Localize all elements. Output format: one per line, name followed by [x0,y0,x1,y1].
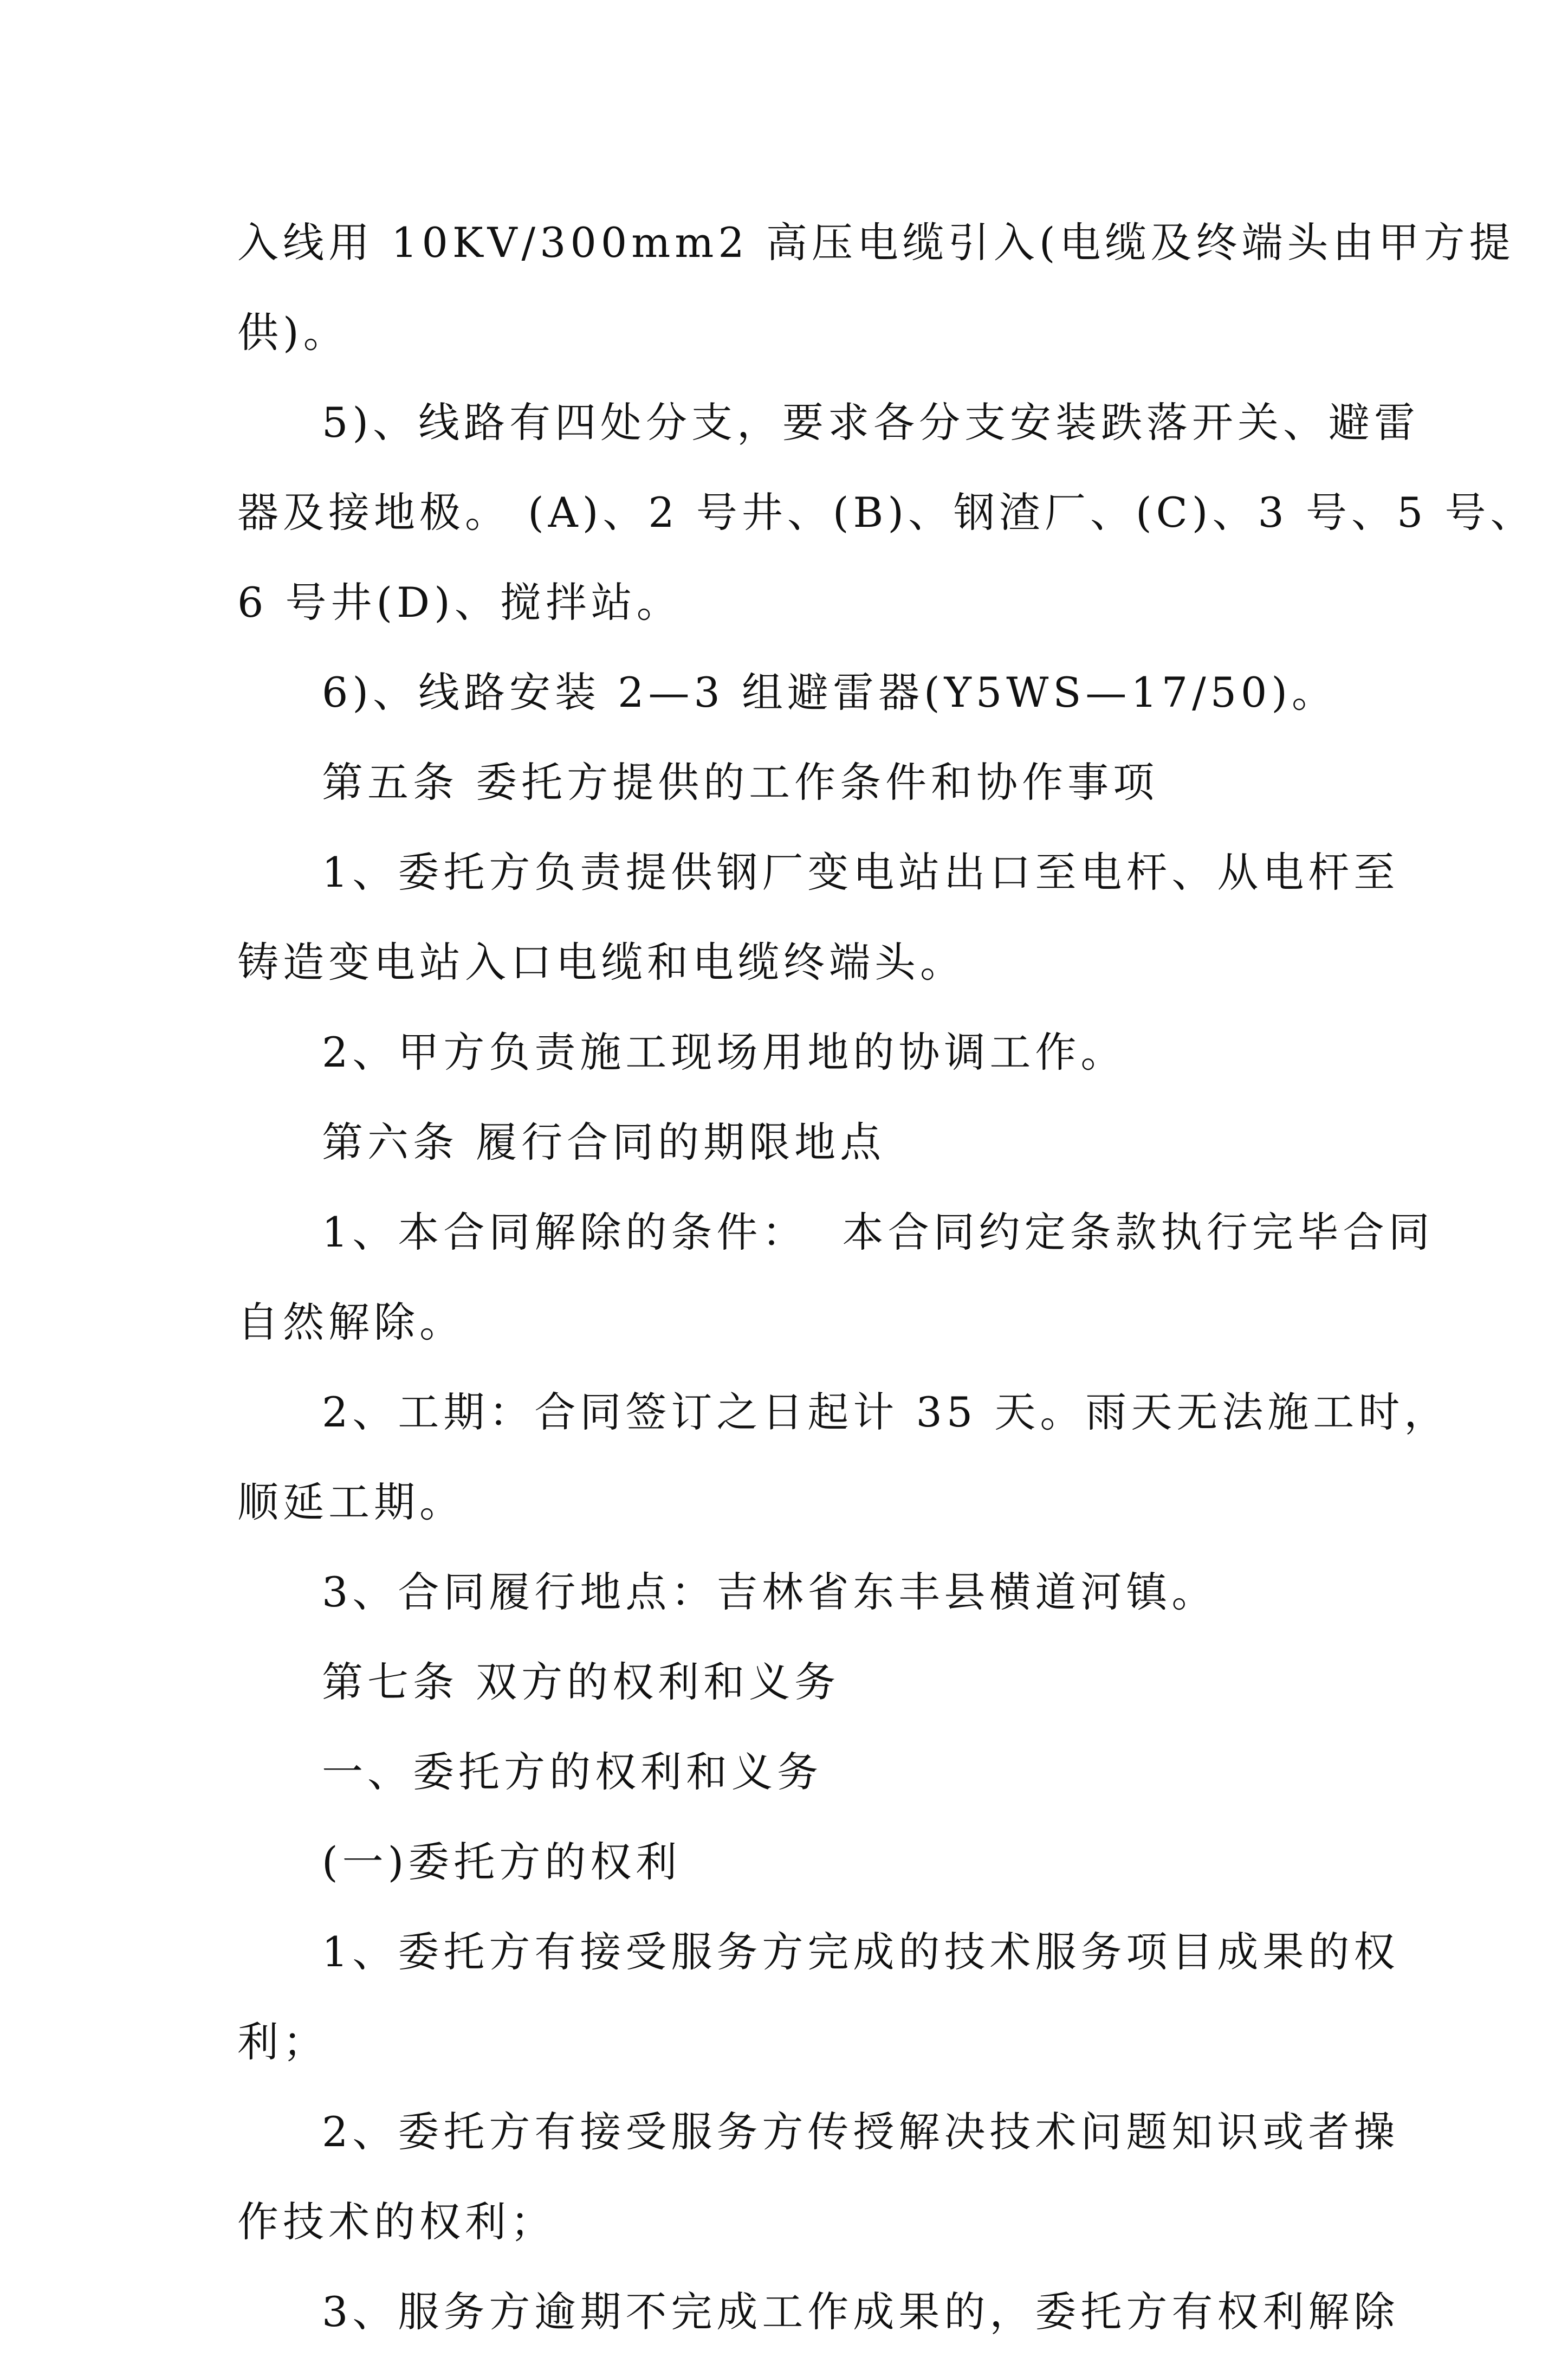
subsection-heading: (一)委托方的权利 [322,1838,682,1886]
paragraph-line: 6 号井(D)、搅拌站。 [237,578,682,627]
paragraph-line: 自然解除。 [237,1298,465,1346]
paragraph-line: 1、委托方负责提供钢厂变电站出口至电杆、从电杆至 [322,848,1399,896]
paragraph-line: 2、甲方负责施工现场用地的协调工作。 [322,1028,1126,1076]
document-body [237,198,1536,2357]
section-heading: 第六条 履行合同的期限地点 [322,1118,886,1166]
paragraph-line: 顺延工期。 [237,1478,465,1526]
section-heading: 第七条 双方的权利和义务 [322,1658,840,1706]
paragraph-line: 1、委托方有接受服务方完成的技术服务项目成果的权 [322,1928,1399,1976]
paragraph-line: 5)、线路有四处分支，要求各分支安装跌落开关、避雷 [322,398,1420,447]
paragraph-line: 2、委托方有接受服务方传授解决技术问题知识或者操 [322,2108,1399,2156]
paragraph-line: 1、本合同解除的条件： 本合同约定条款执行完毕合同 [322,1208,1434,1256]
paragraph-line: 3、合同履行地点：吉林省东丰县横道河镇。 [322,1568,1217,1616]
paragraph-line: 3、服务方逾期不完成工作成果的，委托方有权利解除 [322,2288,1399,2336]
paragraph-line: 6)、线路安装 2—3 组避雷器(Y5WS—17/50)。 [322,668,1338,716]
paragraph-line: 作技术的权利； [237,2198,556,2246]
paragraph-line: 器及接地极。 (A)、2 号井、(B)、钢渣厂、(C)、3 号、5 号、 [237,488,1536,537]
subsection-heading: 一、委托方的权利和义务 [322,1748,822,1796]
paragraph-line: 铸造变电站入口电缆和电缆终端头。 [237,938,966,986]
paragraph-line: 利； [237,2018,328,2066]
paragraph-line: 2、工期：合同签订之日起计 35 天。雨天无法施工时， [322,1388,1450,1436]
paragraph-line: 供)。 [237,308,349,357]
paragraph-line: 入线用 10KV/300mm2 高压电缆引入(电缆及终端头由甲方提 [237,218,1515,267]
section-heading: 第五条 委托方提供的工作条件和协作事项 [322,758,1159,806]
